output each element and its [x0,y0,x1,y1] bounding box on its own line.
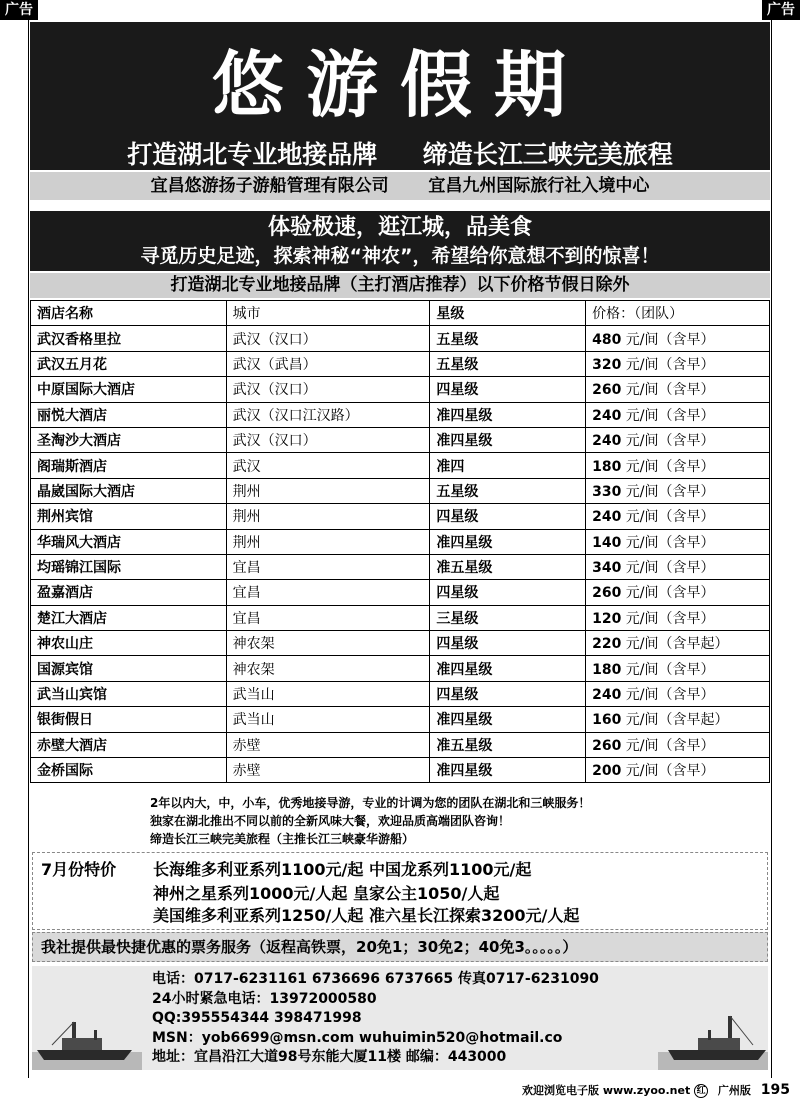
hotel-star: 四星级 [430,504,586,529]
hotel-price [586,732,770,757]
hotel-city: 武汉（汉口） [226,326,430,351]
hotel-name: 武当山宾馆 [31,681,227,706]
price-unit: 元/间（含早） [625,661,715,678]
col-header-star: 星级 [430,301,586,326]
ship-image-right [658,1000,768,1070]
note-line: 2年以内大，中，小车，优秀地接导游，专业的计调为您的团队在湖北和三峡服务！ [150,796,591,810]
col-header-price: 价格：（团队） [586,301,770,326]
hotel-star: 准五星级 [430,554,586,579]
hotel-star: 准四星级 [430,656,586,681]
hotel-name: 银街假日 [31,707,227,732]
table-row [31,707,770,732]
table-row [31,554,770,579]
price-value: 120 [592,610,622,627]
hotel-city: 宜昌 [226,554,430,579]
price-unit: 元/间（含早） [625,763,715,780]
hotel-price [586,453,770,478]
july-special-box [32,852,768,930]
hotel-city: 赤壁 [226,758,430,783]
hotel-name: 丽悦大酒店 [31,402,227,427]
price-value: 480 [592,331,622,348]
table-heading: 打造湖北专业地接品牌（主打酒店推荐）以下价格节假日除外 [30,273,770,298]
price-value: 260 [592,382,622,399]
company-left: 宜昌悠游扬子游船管理有限公司 [150,176,389,196]
price-unit: 元/间（含早） [625,433,715,450]
price-value: 240 [592,433,622,450]
page-footer [522,1082,790,1098]
contact-address: 地址：宜昌沿江大道98号东能大厦11楼 邮编：443000 [152,1049,507,1065]
price-value: 220 [592,636,622,653]
price-value: 320 [592,356,622,373]
slogan [30,140,770,170]
hotel-name: 华瑞风大酒店 [31,529,227,554]
hotel-name: 金桥国际 [31,758,227,783]
price-unit: 元/间（含早） [625,687,715,704]
price-value: 330 [592,483,622,500]
col-header-city: 城市 [226,301,430,326]
price-unit: 元/间（含早） [625,331,715,348]
table-row [31,732,770,757]
hotel-name: 武汉五月花 [31,351,227,376]
ad-label-right: 广告 [762,0,800,20]
hotel-price [586,580,770,605]
hotel-city: 荆州 [226,529,430,554]
hotel-city: 宜昌 [226,605,430,630]
special-line-2: 神州之星系列1000元/人起 皇家公主1050/人起 [153,884,500,903]
hotel-price [586,631,770,656]
table-row [31,377,770,402]
price-value: 260 [592,737,622,754]
price-unit: 元/间（含早起） [625,636,729,653]
footer-edition: 广州版 [717,1084,751,1097]
hotel-city: 宜昌 [226,580,430,605]
hotel-star: 四星级 [430,631,586,656]
hotel-city: 神农架 [226,631,430,656]
table-row [31,656,770,681]
hotel-star: 三星级 [430,605,586,630]
hotel-star: 准四星级 [430,758,586,783]
hotel-price [586,656,770,681]
hotel-price [586,758,770,783]
page-number: 195 [760,1082,790,1098]
price-unit: 元/间（含早） [625,509,715,526]
hotel-price [586,351,770,376]
hotel-price [586,504,770,529]
hotel-star: 四星级 [430,580,586,605]
hotel-name: 赤壁大酒店 [31,732,227,757]
hotel-name: 中原国际大酒店 [31,377,227,402]
price-unit: 元/间（含早） [625,458,715,475]
hotel-star: 五星级 [430,351,586,376]
hotel-price [586,707,770,732]
hotel-price [586,605,770,630]
hotel-name: 圣淘沙大酒店 [31,427,227,452]
price-unit: 元/间（含早） [625,483,715,500]
table-row [31,529,770,554]
hotel-star: 五星级 [430,478,586,503]
hotel-price [586,402,770,427]
newspaper-logo-icon: 红 [694,1084,708,1098]
note-line: 独家在湖北推出不同以前的全新风味大餐，欢迎品质高端团队咨询！ [150,814,511,828]
slogan-right: 缔造长江三峡完美旅程 [422,140,673,169]
special-line-1: 长海维多利亚系列1100元/起 中国龙系列1100元/起 [153,860,532,879]
hotel-star: 准四星级 [430,707,586,732]
hotel-price [586,377,770,402]
hotel-name: 盈嘉酒店 [31,580,227,605]
promo-line-2: 寻觅历史足迹，探索神秘“神农”，希望给你意想不到的惊喜！ [140,245,660,267]
hotel-price [586,681,770,706]
ticket-service-bar: 我社提供最快捷优惠的票务服务（返程高铁票，20免1；30免2；40免3。。。。。） [32,932,768,962]
price-value: 160 [592,712,622,729]
hotel-city: 神农架 [226,656,430,681]
contact-hotline: 24小时紧急电话：13972000580 [152,990,377,1007]
hotel-city: 武汉（汉口） [226,377,430,402]
price-value: 260 [592,585,622,602]
price-value: 140 [592,534,622,551]
header-banner [30,22,770,170]
price-unit: 元/间（含早） [625,356,715,373]
hotel-star: 准四星级 [430,529,586,554]
table-row [31,326,770,351]
table-row [31,758,770,783]
hotel-star: 四星级 [430,681,586,706]
promo-banner [30,211,770,271]
table-row [31,580,770,605]
hotel-star: 准四星级 [430,402,586,427]
hotel-city: 武汉（汉口江汉路） [226,402,430,427]
hotel-name: 晶崴国际大酒店 [31,478,227,503]
table-row [31,605,770,630]
hotel-city: 武当山 [226,681,430,706]
ship-image-left [32,1000,142,1070]
hotel-city: 武汉（汉口） [226,427,430,452]
hotel-name: 国源宾馆 [31,656,227,681]
price-unit: 元/间（含早） [625,610,715,627]
contact-msn: MSN：yob6699@msn.com wuhuimin520@hotmail.co [152,1029,563,1046]
company-bar [30,172,770,200]
hotel-star: 四星级 [430,377,586,402]
price-unit: 元/间（含早） [625,382,715,399]
table-row [31,453,770,478]
hotel-star: 五星级 [430,326,586,351]
notes [150,794,760,848]
table-row [31,504,770,529]
hotel-city: 荆州 [226,504,430,529]
price-value: 240 [592,509,622,526]
price-unit: 元/间（含早） [625,407,715,424]
hotel-name: 武汉香格里拉 [31,326,227,351]
hotel-price [586,427,770,452]
hotel-price [586,554,770,579]
contact-section [32,966,768,1070]
ad-label-left: 广告 [0,0,38,20]
price-value: 180 [592,661,622,678]
hotel-name: 均瑶锦江国际 [31,554,227,579]
price-value: 200 [592,763,622,780]
hotel-city: 荆州 [226,478,430,503]
table-row [31,427,770,452]
hotel-table [30,300,770,783]
price-value: 180 [592,458,622,475]
hotel-star: 准五星级 [430,732,586,757]
company-right: 宜昌九州国际旅行社入境中心 [428,176,650,196]
hotel-name: 荆州宾馆 [31,504,227,529]
ad-title: 悠游假期 [211,42,588,127]
hotel-name: 阁瑞斯酒店 [31,453,227,478]
contact-phone: 电话：0717-6231161 6736696 6737665 传真0717-6231090 [152,971,599,987]
hotel-price [586,478,770,503]
contact-qq: QQ:395554344 398471998 [152,1010,362,1026]
hotel-city: 武汉（武昌） [226,351,430,376]
contact-lines [152,970,599,1068]
price-unit: 元/间（含早） [625,534,715,551]
table-row [31,478,770,503]
footer-text: 欢迎浏览电子版 www.zyoo.net [522,1084,691,1097]
note-line: 缔造长江三峡完美旅程（主推长江三峡豪华游船） [150,832,415,846]
special-label: 7月份特价 [41,860,117,879]
table-row [31,681,770,706]
price-unit: 元/间（含早） [625,585,715,602]
hotel-city: 赤壁 [226,732,430,757]
table-row [31,351,770,376]
hotel-name: 楚江大酒店 [31,605,227,630]
price-value: 240 [592,407,622,424]
price-value: 240 [592,687,622,704]
table-header-row [31,301,770,326]
hotel-name: 神农山庄 [31,631,227,656]
special-line-3: 美国维多利亚系列1250/人起 准六星长江探索3200元/人起 [153,906,580,925]
hotel-star: 准四 [430,453,586,478]
table-row [31,631,770,656]
hotel-star: 准四星级 [430,427,586,452]
hotel-price [586,326,770,351]
hotel-city: 武当山 [226,707,430,732]
hotel-price [586,529,770,554]
price-unit: 元/间（含早） [625,560,715,577]
table-row [31,402,770,427]
price-unit: 元/间（含早） [625,737,715,754]
price-unit: 元/间（含早起） [625,712,729,729]
col-header-name: 酒店名称 [31,301,227,326]
hotel-city: 武汉 [226,453,430,478]
promo-line-1: 体验极速，逛江城，品美食 [267,215,532,240]
slogan-left: 打造湖北专业地接品牌 [127,140,378,169]
price-value: 340 [592,560,622,577]
